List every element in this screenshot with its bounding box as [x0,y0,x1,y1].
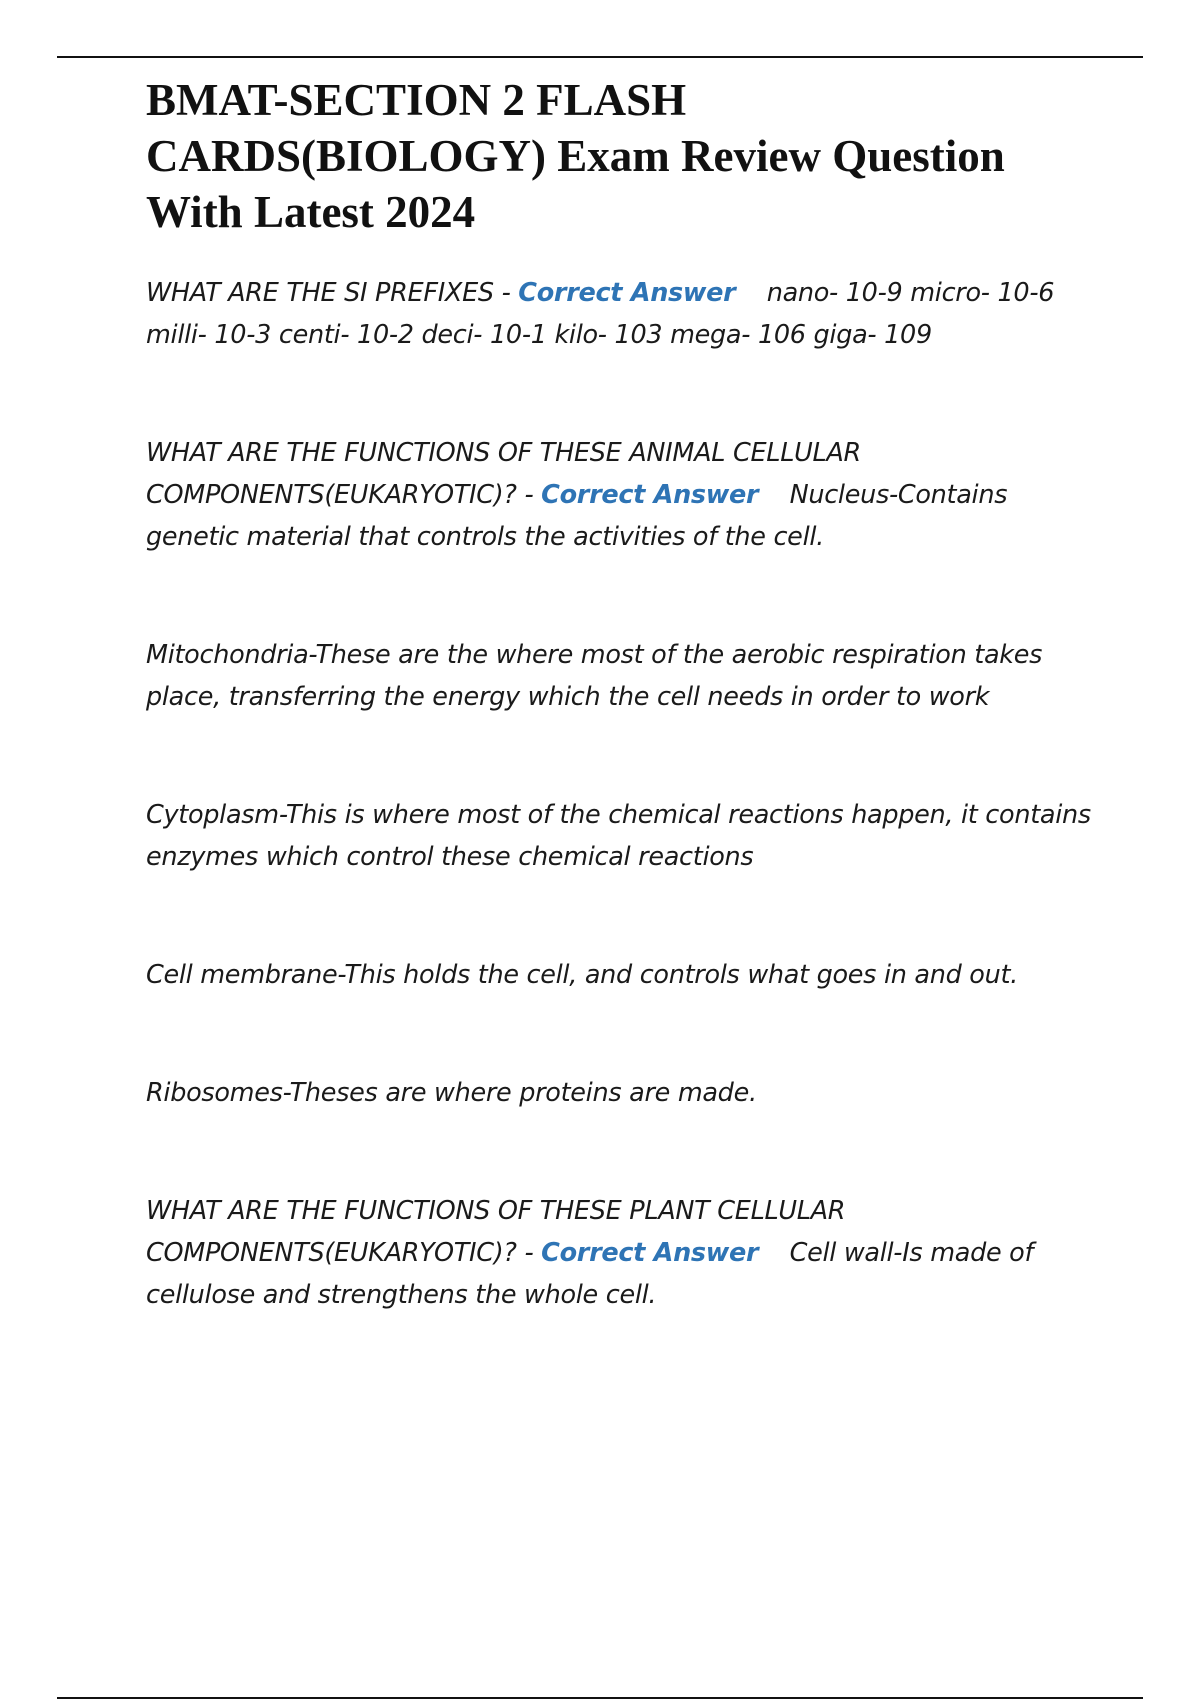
flashcard-si-prefixes [146,272,1096,356]
paragraph-mitochondria: Mitochondria-These are the where most of the aerobic respiration takes place, transferring the energy which the cell needs in order to work [146,640,1043,712]
correct-answer-label: Correct Answer [541,480,759,510]
question-text: WHAT ARE THE SI PREFIXES - [146,278,519,308]
document-body [146,72,1096,1316]
question-text: WHAT ARE THE FUNCTIONS OF THESE PLANT CELLULAR COMPONENTS(EUKARYOTIC)? - [146,1196,846,1268]
answer-text: Nucleus-Contains genetic material that controls the activities of the cell. [146,480,1008,552]
paragraph-ribosomes: Ribosomes-Theses are where proteins are made. [146,1078,757,1108]
correct-answer-label: Correct Answer [541,1238,759,1268]
top-rule [57,56,1143,58]
question-text: WHAT ARE THE FUNCTIONS OF THESE ANIMAL CELLULAR COMPONENTS(EUKARYOTIC)? - [146,438,861,510]
correct-answer-label: Correct Answer [518,278,736,308]
answer-text: Cell wall-Is made of cellulose and strengthens the whole cell. [146,1238,1034,1310]
answer-text: nano- 10-9 micro- 10-6 milli- 10-3 centi- 10-2 deci- 10-1 kilo- 103 mega- 106 giga- 109 [146,278,1055,350]
flashcard-plant-components [146,1190,1096,1316]
flashcard-animal-components [146,432,1096,558]
paragraph-cell-membrane: Cell membrane-This holds the cell, and controls what goes in and out. [146,960,1018,990]
document-title: BMAT-SECTION 2 FLASH CARDS(BIOLOGY) Exam Review Question With Latest 2024 [146,75,1005,237]
bottom-rule [57,1697,1143,1699]
paragraph-cytoplasm: Cytoplasm-This is where most of the chemical reactions happen, it contains enzymes which control these chemical reactions [146,800,1091,872]
